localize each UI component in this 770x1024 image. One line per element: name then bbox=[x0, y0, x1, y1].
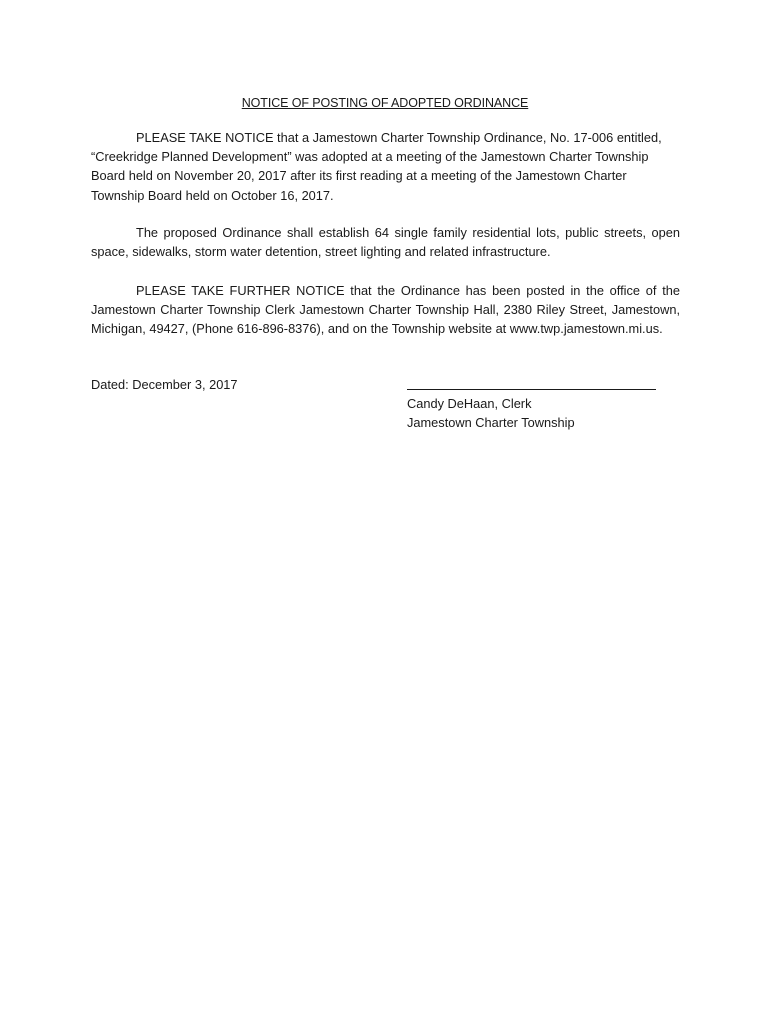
signer-name: Candy DeHaan, Clerk bbox=[407, 396, 532, 411]
signature-line bbox=[407, 389, 656, 390]
signer-organization: Jamestown Charter Township bbox=[407, 415, 575, 430]
dated-line: Dated: December 3, 2017 bbox=[91, 377, 238, 392]
notice-title: NOTICE OF POSTING OF ADOPTED ORDINANCE bbox=[241, 96, 529, 110]
notice-paragraph-description: The proposed Ordinance shall establish 64 single family residential lots, public streets, open space, sidewalks, storm water detention, street lighting and related infrastructure. bbox=[91, 225, 680, 260]
notice-paragraph-adoption: PLEASE TAKE NOTICE that a Jamestown Charter Township Ordinance, No. 17-006 entitled, “Creekridge Planned Development” was adopted at a meeting of the Jamestown Charter Township Board held on November 20, 2017 after its first reading at a meeting of the Jamestown Charter Township Board held on October 16, 2017. bbox=[91, 130, 662, 203]
notice-paragraph-posting: PLEASE TAKE FURTHER NOTICE that the Ordinance has been posted in the office of the Jamestown Charter Township Clerk Jamestown Charter Township Hall, 2380 Riley Street, Jamestown, Michigan, 49427, (Phone 616-896-8376), and on the Township website at www.twp.jamestown.mi.us. bbox=[91, 283, 680, 337]
